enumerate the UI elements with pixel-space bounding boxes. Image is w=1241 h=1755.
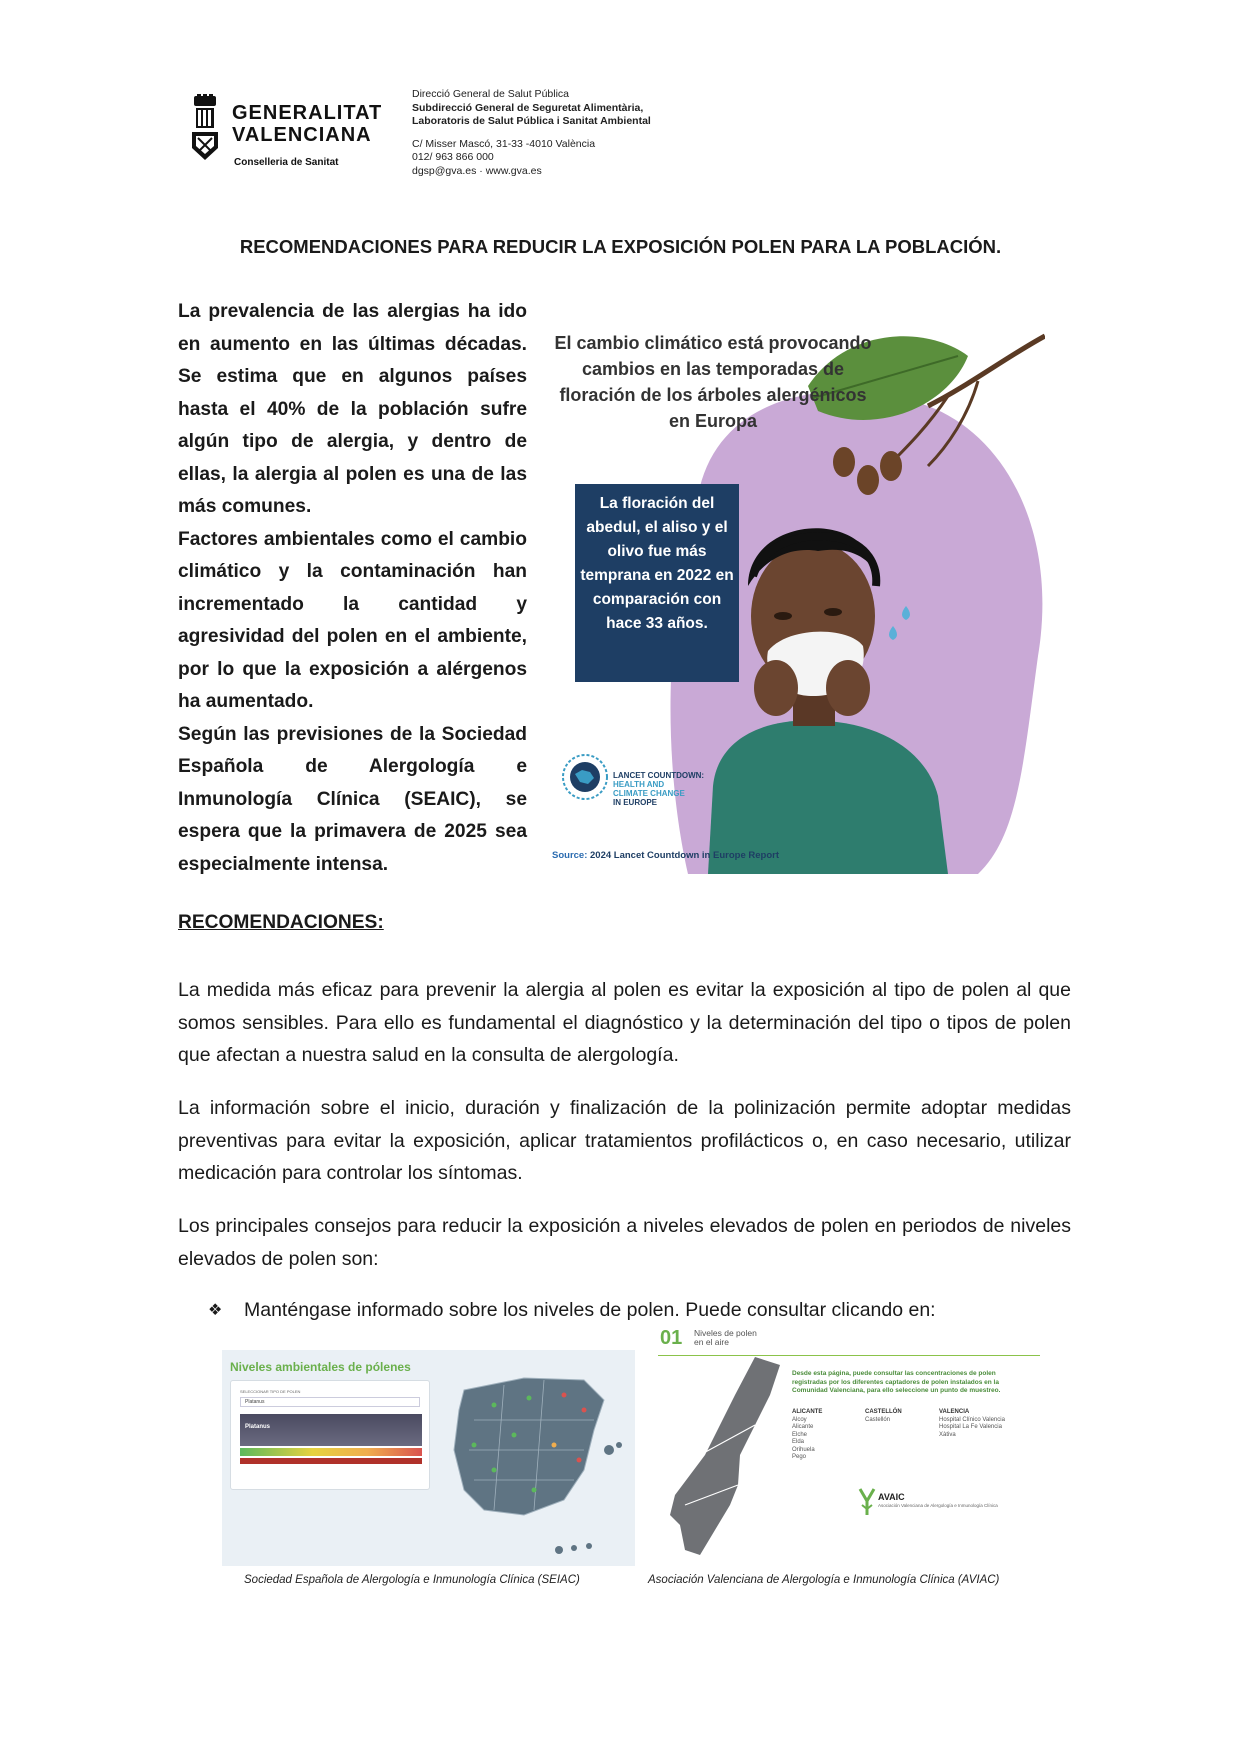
infographic-title: El cambio climático está provocando cambios en las temporadas de floración de los árboles alergénicos en Europa (554, 333, 872, 431)
avaic-logo-icon (858, 1487, 876, 1517)
spain-map-icon (434, 1350, 634, 1566)
document-header (190, 88, 710, 178)
body-paragraph: Los principales consejos para reducir la exposición a niveles elevados de polen en periodos de niveles elevados de polen son: (178, 1215, 1071, 1270)
dept-line: Laboratoris de Salut Pública i Sanitat Ambiental (412, 115, 651, 127)
intro-paragraph: La prevalencia de las alergias ha ido en aumento en las últimas décadas. Se estima que en algunos países hasta el 40% de la población sufre algún tipo de alergia, y dentro de ellas, la alergia al polen es una de las más comunes. (178, 301, 527, 517)
recommendations-heading: RECOMENDACIONES: (178, 912, 384, 933)
seiac-screenshot-title: Niveles ambientales de pólenes (230, 1360, 411, 1374)
logo-subtitle: Conselleria de Sanitat (234, 157, 339, 168)
seiac-pollen-link[interactable] (222, 1350, 635, 1566)
pollen-type-select: Platanus (240, 1397, 420, 1407)
intro-paragraph: Factores ambientales como el cambio climático y la contaminación han incrementado la cantidad y agresividad del polen en el ambiente, por lo que la exposición a alérgenos ha aumentado. (178, 528, 527, 712)
body-paragraph: La información sobre el inicio, duración y finalización de la polinización permite adoptar medidas preventivas para evitar la exposición, aplicar tratamientos profilácticos o, en caso necesario, utilizar medicación para controlar los síntomas. (178, 1097, 1071, 1184)
avaic-brand-subtitle: Asociación Valenciana de Alergología e Inmunología Clínica (878, 1503, 998, 1508)
pollen-level-legend (240, 1458, 422, 1464)
contact-line[interactable]: dgsp@gva.es · www.gva.es (412, 164, 542, 177)
generalitat-logo (190, 94, 390, 174)
infographic-callout: La floración del abedul, el aliso y el olivo fue más temprana en 2022 en comparación con hace 33 años. (575, 484, 739, 682)
dept-line: Direcció General de Salut Pública (412, 88, 569, 100)
section-label: Niveles de polen en el aire (694, 1328, 757, 1347)
department-info (412, 88, 651, 178)
diamond-bullet-icon: ❖ (208, 1302, 223, 1319)
dept-line: Subdirecció General de Seguretat Alimentària, (412, 101, 644, 114)
infographic-source: Source: 2024 Lancet Countdown in Europe Report (552, 850, 779, 861)
bullet-item (208, 1294, 936, 1327)
seiac-control-panel: SELECCIONAR TIPO DE POLEN Platanus Platanus (230, 1380, 430, 1490)
aviac-description: Desde esta página, puede consultar las concentraciones de polen registradas por los diferentes captadores de polen instalados en la Comunidad Valenciana, para ello seleccione un punto de muestreo. (792, 1370, 1001, 1394)
intro-paragraph: Según las previsiones de la Sociedad Española de Alergología e Inmunología Clínica (SEAIC), se espera que la primavera de 2025 sea especialmente intensa. (178, 723, 527, 875)
castellon-stations: CASTELLÓN Castellón (865, 1409, 902, 1423)
body-paragraph: La medida más eficaz para prevenir la alergia al polen es evitar la exposición al tipo de polen al que somos sensibles. Para ello es fundamental el diagnóstico y la determinación del tipo o tipos de polen que afectan a nuestra salud en la consulta de alergología. (178, 979, 1071, 1066)
lancet-globe-icon (560, 752, 610, 802)
bullet-text: Manténgase informado sobre los niveles de polen. Puede consultar clicando en: (244, 1299, 936, 1321)
climate-infographic (548, 316, 1045, 874)
avaic-brand: AVAIC (878, 1492, 905, 1502)
address-line: C/ Misser Mascó, 31-33 -4010 València (412, 137, 596, 150)
seiac-caption: Sociedad Española de Alergología e Inmunología Clínica (SEIAC) (244, 1574, 580, 1586)
logo-wordmark: GENERALITAT VALENCIANA (232, 102, 383, 146)
valencia-stations: VALENCIA Hospital Clínico Valencia Hospital La Fe Valencia Xàtiva (939, 1409, 1005, 1438)
lancet-countdown-label: LANCET COUNTDOWN: HEALTH AND CLIMATE CHANGE IN EUROPE (613, 771, 705, 807)
document-title: RECOMENDACIONES PARA REDUCIR LA EXPOSICIÓN POLEN PARA LA POBLACIÓN. (239, 236, 1002, 257)
pollen-level-bar (240, 1448, 422, 1456)
phone-line: 012/ 963 866 000 (412, 151, 494, 163)
coat-of-arms-icon (190, 94, 220, 162)
pollen-card: Platanus (240, 1414, 422, 1446)
aviac-pollen-link[interactable] (658, 1325, 1049, 1565)
section-number: 01 (660, 1327, 683, 1349)
alicante-stations: ALICANTE Alcoy Alicante Elche Elda Orihuela Pego (792, 1409, 823, 1460)
valencia-region-map-icon (660, 1355, 790, 1565)
aviac-caption: Asociación Valenciana de Alergología e Inmunología Clínica (AVIAC) (648, 1574, 1000, 1586)
intro-text (178, 296, 527, 881)
